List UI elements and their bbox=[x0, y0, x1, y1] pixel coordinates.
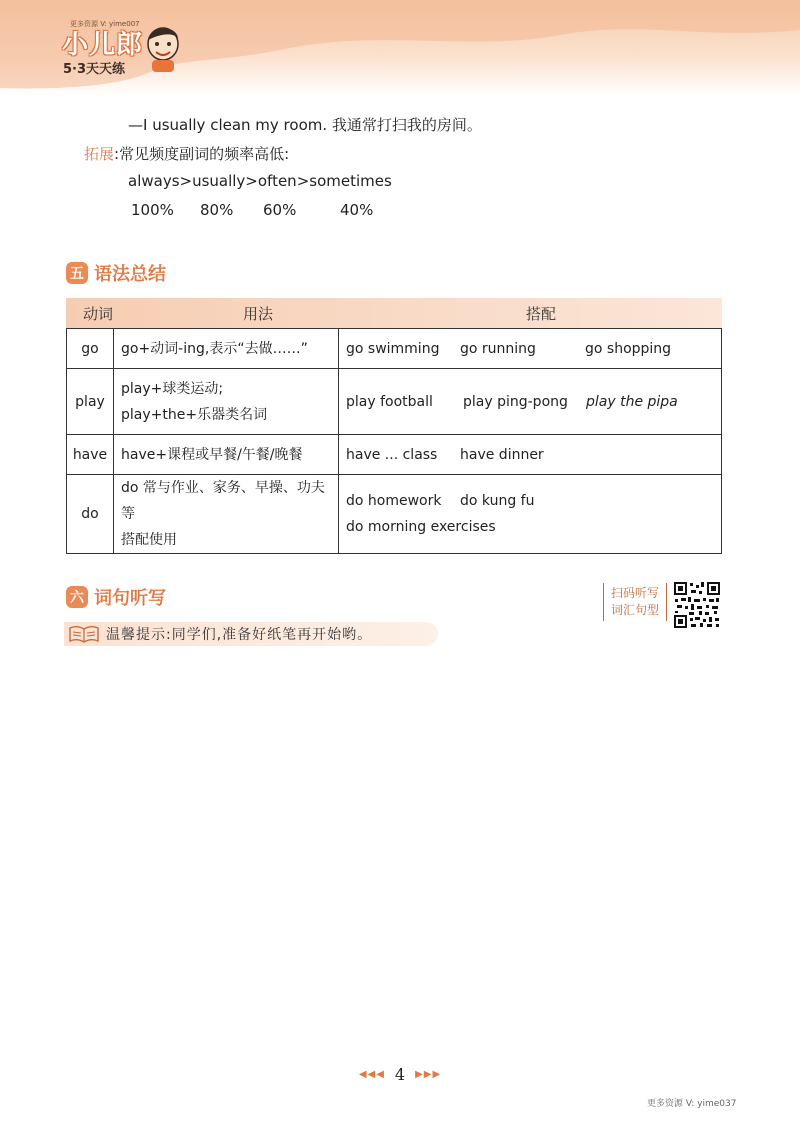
percent-80: 80% bbox=[200, 201, 234, 219]
collocation-cell bbox=[339, 475, 722, 554]
section-5-title bbox=[66, 259, 166, 287]
prev-arrows-icon: ◀◀◀ bbox=[358, 1068, 385, 1080]
tip-text: 温馨提示:同学们,准备好纸笔再开始哟。 bbox=[106, 627, 373, 643]
collocation-cell bbox=[339, 329, 722, 369]
collocation-cell bbox=[339, 369, 722, 435]
adverb-order: always>usually>often>sometimes bbox=[128, 172, 392, 190]
section-5-heading: 语法总结 bbox=[94, 264, 166, 285]
collocation: have dinner bbox=[460, 446, 544, 463]
table-row bbox=[67, 329, 722, 369]
usage-line: 搭配使用 bbox=[121, 532, 177, 548]
column-usage: 用法 bbox=[243, 305, 274, 323]
percent-40: 40% bbox=[340, 201, 374, 219]
percent-100: 100% bbox=[131, 201, 174, 219]
example-sentence: —I usually clean my room. 我通常打扫我的房间。 bbox=[128, 116, 482, 134]
usage-cell bbox=[114, 329, 339, 369]
tip-bar bbox=[64, 622, 438, 646]
qr-label bbox=[603, 583, 667, 621]
table-row bbox=[67, 435, 722, 475]
section-5-badge: 五 bbox=[66, 262, 88, 284]
collocation: play ping-pong bbox=[463, 393, 568, 410]
collocation: go running bbox=[460, 340, 536, 357]
brand-logo: 小儿郎 bbox=[62, 30, 144, 60]
collocation: play the pipa bbox=[586, 393, 678, 410]
extension-label: 拓展 bbox=[84, 145, 115, 163]
percent-60: 60% bbox=[263, 201, 297, 219]
section-6-heading: 词句听写 bbox=[94, 588, 166, 609]
usage-line: go+动词-ing,表示“去做……” bbox=[121, 340, 308, 357]
table-row bbox=[67, 475, 722, 554]
collocation: do morning exercises bbox=[346, 519, 496, 535]
collocation: do homework bbox=[346, 493, 442, 509]
collocation-cell bbox=[339, 435, 722, 475]
usage-cell bbox=[114, 475, 339, 554]
usage-cell bbox=[114, 435, 339, 475]
collocation: go shopping bbox=[585, 340, 672, 357]
footer-note: 更多资源 V: yime037 bbox=[647, 1099, 737, 1109]
grammar-table-header bbox=[66, 298, 722, 328]
column-verb: 动词 bbox=[83, 305, 114, 323]
page-number: 4 bbox=[394, 1064, 406, 1084]
extension-text: :常见频度副词的频率高低: bbox=[114, 145, 290, 163]
header-tag: 更多资源 V: yime007 bbox=[70, 20, 140, 28]
page-navigator bbox=[320, 1064, 480, 1084]
qr-label-line: 词汇句型 bbox=[610, 603, 659, 617]
mascot-icon bbox=[140, 22, 186, 74]
usage-cell bbox=[114, 369, 339, 435]
usage-line: play+球类运动; bbox=[121, 380, 224, 397]
verb-cell: go bbox=[67, 329, 114, 369]
column-collocation: 搭配 bbox=[526, 305, 557, 323]
usage-line: play+the+乐器类名词 bbox=[121, 406, 268, 423]
section-6-title bbox=[66, 583, 166, 611]
usage-line: do 常与作业、家务、早操、功夫等 bbox=[121, 480, 325, 522]
next-arrows-icon: ▶▶▶ bbox=[415, 1068, 442, 1080]
collocation: play football bbox=[346, 393, 433, 410]
open-book-icon bbox=[68, 625, 100, 643]
verb-cell: play bbox=[67, 369, 114, 435]
section-6-badge: 六 bbox=[66, 586, 88, 608]
extension-line bbox=[84, 143, 289, 164]
table-row bbox=[67, 369, 722, 435]
qr-label-line: 扫码听写 bbox=[610, 586, 659, 600]
qr-code-icon[interactable] bbox=[673, 581, 721, 629]
verb-cell: do bbox=[67, 475, 114, 554]
series-name: 5·3天天练 bbox=[63, 62, 126, 77]
collocation: go swimming bbox=[346, 340, 440, 357]
verb-cell: have bbox=[67, 435, 114, 475]
collocation: have ... class bbox=[346, 446, 438, 463]
usage-line: have+课程或早餐/午餐/晚餐 bbox=[121, 446, 303, 463]
grammar-table bbox=[66, 328, 722, 554]
collocation: do kung fu bbox=[460, 493, 535, 509]
